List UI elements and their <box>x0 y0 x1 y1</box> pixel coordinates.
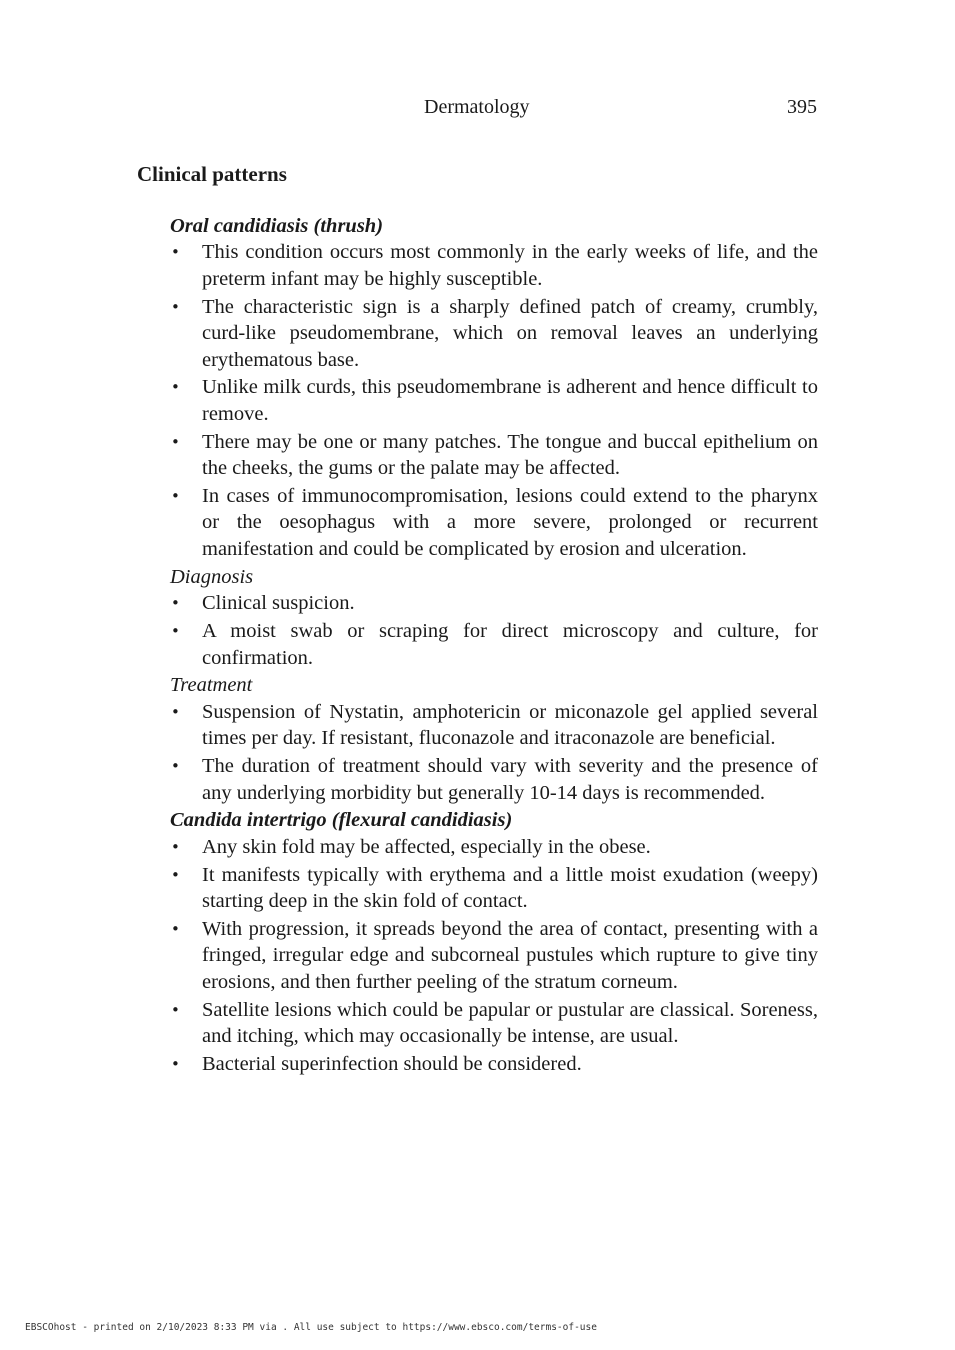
bullet-icon: • <box>171 920 180 939</box>
bullet-icon: • <box>171 243 180 262</box>
bullet-icon: • <box>171 702 180 721</box>
bullet-icon: • <box>171 1000 180 1019</box>
subsection-title-candida-intertrigo: Candida intertrigo (flexural candidiasis) <box>170 809 513 832</box>
page-body <box>170 213 818 1079</box>
list-item <box>170 916 818 995</box>
list-item-text: In cases of immunocompromisation, lesions could extend to the pharynx or the oesophagus with a more severe, prolonged or recurrent manifestation and could be complicated by erosion and ulceration. <box>202 485 818 560</box>
subsection-title-treatment: Treatment <box>170 674 253 697</box>
list-item <box>170 862 818 915</box>
subsection-title-diagnosis: Diagnosis <box>170 565 254 588</box>
bullet-icon: • <box>171 432 180 451</box>
list-item <box>170 997 818 1050</box>
list-item <box>170 753 818 806</box>
print-footer: EBSCOhost - printed on 2/10/2023 8:33 PM via . All use subject to https://www.ebsco.com/terms-of-use <box>25 1322 597 1333</box>
list-item-text: There may be one or many patches. The tongue and buccal epithelium on the cheeks, the gums or the palate may be affected. <box>202 430 818 480</box>
running-title: Dermatology <box>424 96 530 118</box>
bullet-icon: • <box>171 865 180 884</box>
list-item-text: With progression, it spreads beyond the area of contact, presenting with a fringed, irregular edge and subcorneal pustules which rupture to give tiny erosions, and then further peeling of the stratum corneum. <box>202 918 818 993</box>
list-item-text: The characteristic sign is a sharply defined patch of creamy, crumbly, curd-like pseudomembrane, which on removal leaves an underlying erythematous base. <box>202 295 818 371</box>
bullet-icon: • <box>171 378 180 397</box>
list-item <box>170 1051 818 1077</box>
running-header <box>0 96 955 122</box>
list-item <box>170 834 818 860</box>
list-item <box>170 374 818 427</box>
list-item-text: Bacterial superinfection should be considered. <box>202 1053 582 1076</box>
list-item <box>170 294 818 373</box>
list-item <box>170 429 818 482</box>
page-number: 395 <box>787 96 817 118</box>
list-item-text: Satellite lesions which could be papular or pustular are classical. Soreness, and itching, which may occasionally be intense, are usual. <box>202 998 818 1048</box>
diagnosis-list <box>170 590 818 671</box>
list-item-text: This condition occurs most commonly in the early weeks of life, and the preterm infant may be highly susceptible. <box>202 241 818 290</box>
list-item <box>170 699 818 752</box>
bullet-icon: • <box>171 757 180 776</box>
bullet-icon: • <box>171 594 180 613</box>
subsection-title-oral-candidiasis: Oral candidiasis (thrush) <box>170 215 384 237</box>
list-item-text: The duration of treatment should vary with severity and the presence of any underlying morbidity but generally 10-14 days is recommended. <box>202 755 818 804</box>
list-item-text: Suspension of Nystatin, amphotericin or miconazole gel applied several times per day. If resistant, fluconazole and itraconazole are beneficial. <box>202 700 818 750</box>
oral-candidiasis-list <box>170 239 818 562</box>
bullet-icon: • <box>171 837 180 856</box>
list-item-text: Unlike milk curds, this pseudomembrane is adherent and hence difficult to remove. <box>202 376 818 425</box>
bullet-icon: • <box>171 487 180 506</box>
list-item <box>170 618 818 671</box>
list-item-text: It manifests typically with erythema and a little moist exudation (weepy) starting deep in the skin fold of contact. <box>202 863 818 913</box>
list-item-text: A moist swab or scraping for direct microscopy and culture, for confirmation. <box>202 620 818 669</box>
list-item <box>170 239 818 292</box>
list-item <box>170 483 818 562</box>
bullet-icon: • <box>171 297 180 316</box>
list-item <box>170 590 818 616</box>
list-item-text: Clinical suspicion. <box>202 592 355 615</box>
section-heading: Clinical patterns <box>137 162 287 186</box>
candida-intertrigo-list <box>170 834 818 1078</box>
list-item-text: Any skin fold may be affected, especially in the obese. <box>202 835 651 858</box>
bullet-icon: • <box>171 1055 180 1074</box>
treatment-list <box>170 699 818 806</box>
bullet-icon: • <box>171 622 180 641</box>
